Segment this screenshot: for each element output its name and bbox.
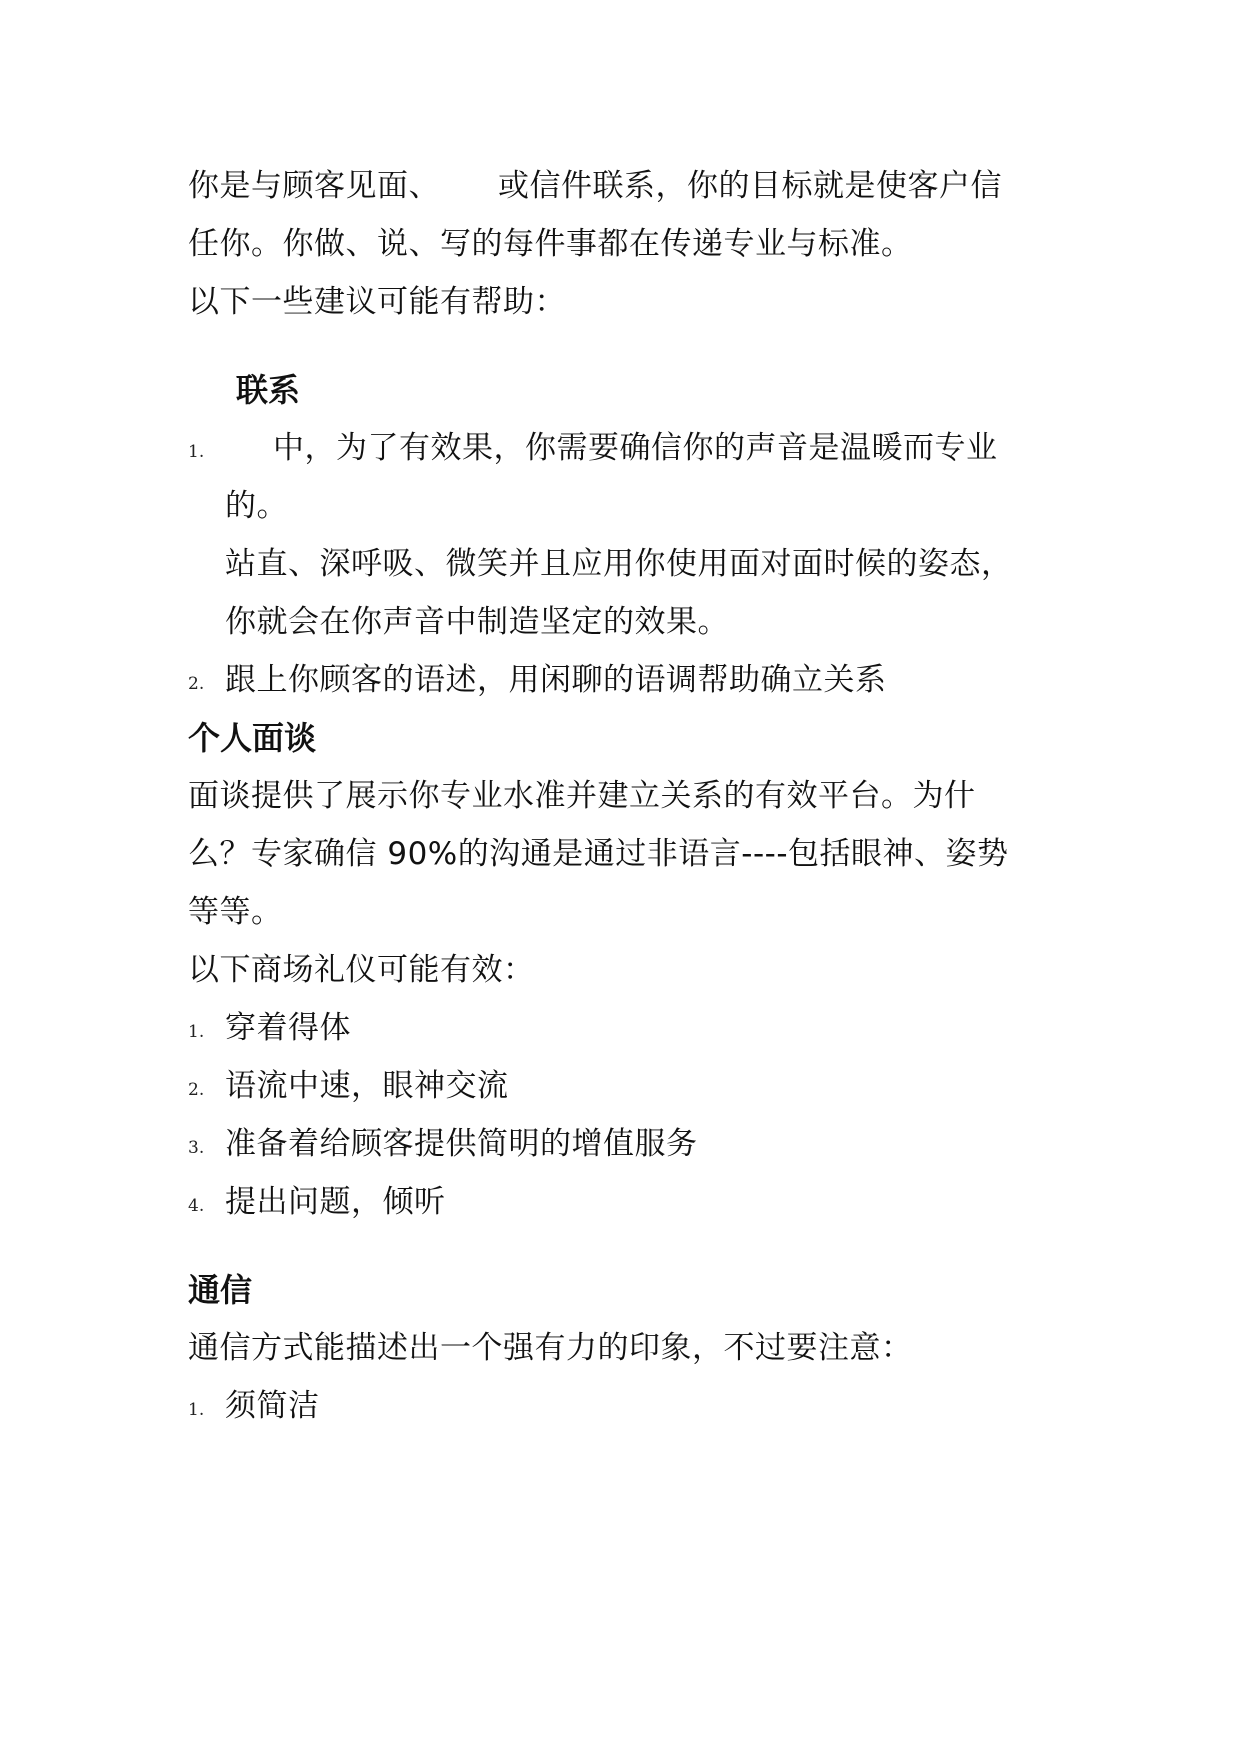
contact-item-2: 跟上你顾客的语述，用闲聊的语调帮助确立关系 [225, 662, 887, 698]
list-number: 2. [188, 674, 205, 694]
section-heading-contact: 联系 [236, 371, 301, 409]
contact-item-1-text: 中，为了有效果，你需要确信你的声音是温暖而专业 [273, 430, 998, 466]
contact-item-1-line-2: 的。 [225, 488, 288, 524]
list-number: 4. [188, 1196, 205, 1216]
interview-lead: 以下商场礼仪可能有效： [188, 952, 535, 988]
letters-item: 须简洁 [225, 1388, 320, 1424]
intro-line-1-part-a: 你是与顾客见面、 [188, 168, 440, 204]
interview-para-line-3: 等等。 [188, 894, 283, 930]
interview-item: 语流中速，眼神交流 [225, 1068, 509, 1104]
letters-para: 通信方式能描述出一个强有力的印象，不过要注意： [188, 1330, 913, 1366]
intro-line-2: 任你。你做、说、写的每件事都在传递专业与标准。 [188, 226, 913, 262]
list-number: 3. [188, 1138, 205, 1158]
section-heading-letters: 通信 [188, 1271, 253, 1309]
list-number: 1. [188, 442, 205, 462]
contact-item-1-line-4: 你就会在你声音中制造坚定的效果。 [225, 604, 729, 640]
contact-item-1-line-3: 站直、深呼吸、微笑并且应用你使用面对面时候的姿态， [225, 546, 1013, 582]
intro-line-1 [188, 166, 1002, 206]
intro-line-3: 以下一些建议可能有帮助： [188, 284, 566, 320]
intro-line-1-part-b: 或信件联系，你的目标就是使客户信 [498, 168, 1002, 204]
section-heading-interview: 个人面谈 [188, 719, 317, 757]
list-number: 1. [188, 1400, 205, 1420]
list-number: 1. [188, 1022, 205, 1042]
interview-item: 穿着得体 [225, 1010, 351, 1046]
interview-item: 提出问题，倾听 [225, 1184, 446, 1220]
contact-item-1-line-1 [225, 428, 998, 468]
interview-para-line-1: 面谈提供了展示你专业水准并建立关系的有效平台。为什 [188, 778, 976, 814]
interview-para-line-2: 么？专家确信 90%的沟通是通过非语言----包括眼神、姿势 [188, 836, 1009, 872]
list-number: 2. [188, 1080, 205, 1100]
interview-item: 准备着给顾客提供简明的增值服务 [225, 1126, 698, 1162]
